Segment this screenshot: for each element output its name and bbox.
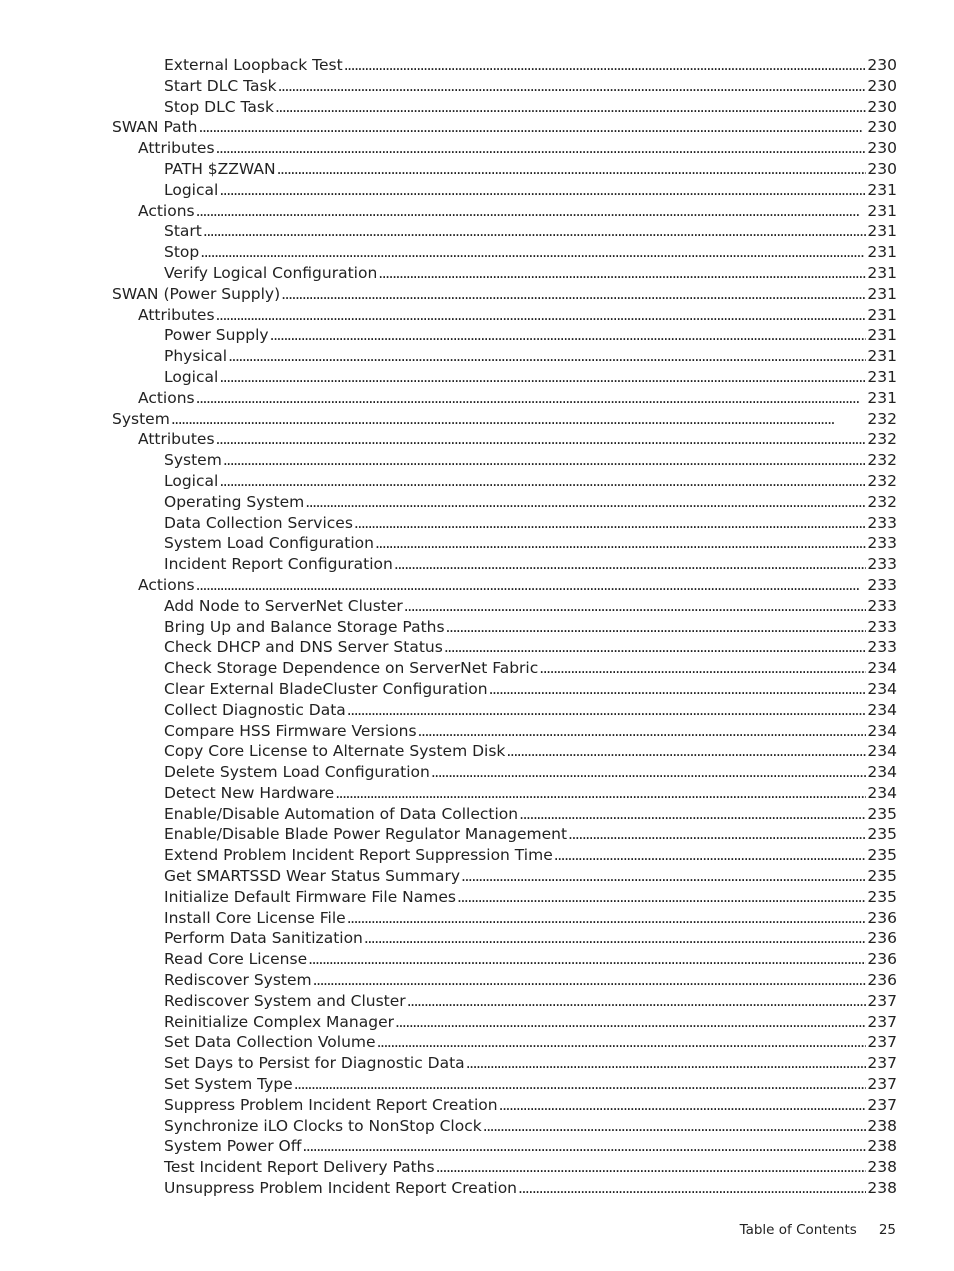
toc-entry-title[interactable]: System: [112, 409, 170, 428]
toc-entry-title[interactable]: Attributes: [138, 430, 215, 449]
toc-entry-title[interactable]: Rediscover System and Cluster: [164, 991, 406, 1010]
toc-entry-page-number[interactable]: 231: [867, 284, 897, 303]
toc-entry[interactable]: [112, 866, 897, 887]
dot-leader: [223, 450, 867, 471]
footer-section-title: Table of Contents: [739, 1222, 857, 1238]
dot-leader: [199, 117, 867, 138]
toc-entry[interactable]: [112, 117, 897, 138]
toc-entry-page-number[interactable]: 231: [867, 326, 897, 345]
toc-entry-title[interactable]: Logical: [164, 471, 219, 490]
dot-leader: [446, 617, 867, 638]
toc-entry-title[interactable]: Read Core License: [164, 950, 308, 969]
dot-leader: [378, 263, 866, 284]
toc-entry-title[interactable]: Set Days to Persist for Diagnostic Data: [164, 1054, 465, 1073]
toc-entry-page-number[interactable]: 235: [867, 804, 897, 823]
toc-entry-title[interactable]: Attributes: [138, 139, 215, 158]
toc-entry[interactable]: [112, 159, 897, 180]
toc-entry-title[interactable]: Get SMARTSSD Wear Status Summary: [164, 867, 460, 886]
dot-leader: [270, 325, 867, 346]
toc-entry-page-number[interactable]: 230: [867, 76, 897, 95]
toc-entry-title[interactable]: Set System Type: [164, 1075, 293, 1094]
toc-entry-title[interactable]: Bring Up and Balance Storage Paths: [164, 617, 445, 636]
toc-entry-page-number[interactable]: 233: [867, 555, 897, 574]
toc-entry[interactable]: [112, 1074, 897, 1095]
dot-leader: [294, 1074, 867, 1095]
toc-entry-title[interactable]: Enable/Disable Blade Power Regulator Management: [164, 825, 568, 844]
toc-entry-title[interactable]: Stop: [164, 243, 200, 262]
dot-leader: [489, 679, 867, 700]
toc-entry[interactable]: [112, 679, 897, 700]
toc-entry[interactable]: [112, 263, 897, 284]
toc-entry-page-number[interactable]: 234: [867, 721, 897, 740]
toc-entry[interactable]: [112, 367, 897, 388]
toc-entry-title[interactable]: Data Collection Services: [164, 513, 353, 532]
toc-entry-title[interactable]: Physical: [164, 347, 228, 366]
toc-entry-page-number[interactable]: 238: [867, 1137, 897, 1156]
toc-entry[interactable]: [112, 1116, 897, 1137]
toc-entry-title[interactable]: Rediscover System: [164, 971, 312, 990]
dot-leader: [305, 492, 866, 513]
toc-entry-page-number[interactable]: 231: [867, 243, 897, 262]
toc-entry[interactable]: [112, 637, 897, 658]
toc-entry-title[interactable]: Attributes: [138, 305, 215, 324]
toc-entry-title[interactable]: Test Incident Report Delivery Paths: [164, 1158, 435, 1177]
toc-entry[interactable]: [112, 76, 897, 97]
toc-entry[interactable]: [112, 783, 897, 804]
toc-entry-title[interactable]: Logical: [164, 180, 219, 199]
dot-leader: [444, 637, 867, 658]
toc-entry-title[interactable]: Actions: [138, 575, 195, 594]
toc-entry-page-number[interactable]: 234: [867, 742, 897, 761]
footer-page-number: 25: [878, 1222, 896, 1238]
toc-entry-page-number[interactable]: 232: [867, 471, 897, 490]
toc-entry-title[interactable]: Reinitialize Complex Manager: [164, 1012, 394, 1031]
dot-leader: [302, 1136, 866, 1157]
toc-entry-page-number[interactable]: 233: [867, 575, 897, 594]
toc-entry[interactable]: [112, 970, 897, 991]
toc-entry-page-number[interactable]: 234: [867, 783, 897, 802]
toc-entry-title[interactable]: SWAN Path: [112, 118, 198, 137]
toc-entry-page-number[interactable]: 233: [867, 534, 897, 553]
dot-leader: [347, 908, 867, 929]
dot-leader: [431, 762, 867, 783]
toc-entry[interactable]: [112, 658, 897, 679]
toc-entry-page-number[interactable]: 234: [867, 763, 897, 782]
dot-leader: [219, 367, 866, 388]
dot-leader: [568, 824, 866, 845]
toc-entry-page-number[interactable]: 238: [867, 1158, 897, 1177]
toc-entry-page-number[interactable]: 236: [867, 971, 897, 990]
toc-entry[interactable]: [112, 305, 897, 326]
dot-leader: [200, 242, 866, 263]
toc-entry[interactable]: [112, 429, 897, 450]
dot-leader: [375, 533, 866, 554]
toc-entry-title[interactable]: Check Storage Dependence on ServerNet Fabric: [164, 659, 539, 678]
toc-entry-title[interactable]: System Load Configuration: [164, 534, 374, 553]
dot-leader: [436, 1157, 867, 1178]
dot-leader: [216, 138, 867, 159]
toc-entry-title[interactable]: Power Supply: [164, 326, 269, 345]
toc-entry-title[interactable]: Set Data Collection Volume: [164, 1033, 376, 1052]
toc-entry-page-number[interactable]: 236: [867, 950, 897, 969]
toc-entry-page-number[interactable]: 231: [867, 367, 897, 386]
toc-entry[interactable]: [112, 949, 897, 970]
dot-leader: [196, 201, 867, 222]
toc-entry[interactable]: [112, 1012, 897, 1033]
toc-entry-page-number[interactable]: 231: [867, 222, 897, 241]
toc-entry[interactable]: [112, 513, 897, 534]
toc-entry-page-number[interactable]: 235: [867, 867, 897, 886]
toc-entry-title[interactable]: Unsuppress Problem Incident Report Creation: [164, 1179, 518, 1198]
toc-entry-title[interactable]: Check DHCP and DNS Server Status: [164, 638, 443, 657]
toc-entry[interactable]: [112, 1053, 897, 1074]
toc-entry-page-number[interactable]: 238: [867, 1116, 897, 1135]
toc-entry-page-number[interactable]: 233: [867, 513, 897, 532]
dot-leader: [278, 76, 867, 97]
toc-entry-title[interactable]: SWAN (Power Supply): [112, 284, 281, 303]
toc-entry-page-number[interactable]: 237: [867, 991, 897, 1010]
toc-entry[interactable]: [112, 97, 897, 118]
toc-entry-page-number[interactable]: 234: [867, 679, 897, 698]
toc-entry-title[interactable]: System Power Off: [164, 1137, 302, 1156]
toc-entry[interactable]: [112, 887, 897, 908]
toc-entry[interactable]: [112, 824, 897, 845]
toc-entry[interactable]: [112, 201, 897, 222]
toc-entry-page-number[interactable]: 231: [867, 263, 897, 282]
toc-entry-page-number[interactable]: 232: [867, 409, 897, 428]
dot-leader: [457, 887, 866, 908]
toc-entry-page-number[interactable]: 235: [867, 846, 897, 865]
dot-leader: [313, 970, 867, 991]
toc-entry-page-number[interactable]: 237: [867, 1075, 897, 1094]
dot-leader: [275, 97, 866, 118]
toc-entry-page-number[interactable]: 231: [867, 201, 897, 220]
toc-entry-page-number[interactable]: 230: [867, 118, 897, 137]
toc-entry-page-number[interactable]: 234: [867, 700, 897, 719]
dot-leader: [219, 180, 866, 201]
toc-entry[interactable]: [112, 242, 897, 263]
toc-entry-page-number[interactable]: 238: [867, 1179, 897, 1198]
toc-entry[interactable]: [112, 471, 897, 492]
dot-leader: [196, 575, 867, 596]
toc-entry-page-number[interactable]: 231: [867, 305, 897, 324]
toc-entry-page-number[interactable]: 236: [867, 929, 897, 948]
toc-entry-page-number[interactable]: 231: [867, 388, 897, 407]
dot-leader: [216, 305, 867, 326]
dot-leader: [499, 1095, 867, 1116]
dot-leader: [377, 1032, 867, 1053]
dot-leader: [461, 866, 866, 887]
toc-entry-page-number[interactable]: 232: [867, 492, 897, 511]
dot-leader: [344, 55, 867, 76]
dot-leader: [281, 284, 866, 305]
toc-entry-page-number[interactable]: 230: [867, 139, 897, 158]
toc-entry[interactable]: [112, 741, 897, 762]
toc-entry[interactable]: [112, 492, 897, 513]
toc-entry[interactable]: [112, 1095, 897, 1116]
dot-leader: [539, 658, 866, 679]
dot-leader: [395, 1012, 866, 1033]
toc-entry-title[interactable]: Suppress Problem Incident Report Creation: [164, 1095, 498, 1114]
toc-entry-title[interactable]: Copy Core License to Alternate System Disk: [164, 742, 506, 761]
toc-entry-title[interactable]: Start DLC Task: [164, 76, 277, 95]
toc-entry-title[interactable]: Logical: [164, 367, 219, 386]
toc-entry[interactable]: [112, 346, 897, 367]
toc-entry[interactable]: [112, 533, 897, 554]
toc-entry-title[interactable]: System: [164, 451, 222, 470]
toc-entry-page-number[interactable]: 231: [867, 180, 897, 199]
toc-entry-title[interactable]: Enable/Disable Automation of Data Collection: [164, 804, 519, 823]
dot-leader: [554, 845, 867, 866]
toc-entry-title[interactable]: Stop DLC Task: [164, 97, 274, 116]
dot-leader: [483, 1116, 867, 1137]
dot-leader: [308, 949, 866, 970]
toc-entry[interactable]: [112, 845, 897, 866]
toc-entry-title[interactable]: Actions: [138, 201, 195, 220]
toc-entry[interactable]: [112, 617, 897, 638]
toc-entry-title[interactable]: Detect New Hardware: [164, 783, 335, 802]
toc-entry-page-number[interactable]: 234: [867, 659, 897, 678]
dot-leader: [466, 1053, 867, 1074]
toc-entry-title[interactable]: Collect Diagnostic Data: [164, 700, 346, 719]
toc-entry[interactable]: [112, 908, 897, 929]
toc-entry-title[interactable]: Verify Logical Configuration: [164, 263, 378, 282]
toc-entry-title[interactable]: Operating System: [164, 492, 305, 511]
dot-leader: [335, 783, 866, 804]
toc-entry[interactable]: [112, 138, 897, 159]
toc-entry-page-number[interactable]: 230: [867, 56, 897, 74]
dot-leader: [364, 928, 867, 949]
toc-entry[interactable]: [112, 804, 897, 825]
toc-entry-title[interactable]: Initialize Default Firmware File Names: [164, 887, 456, 906]
toc-entry-page-number[interactable]: 233: [867, 638, 897, 657]
toc-entry[interactable]: [112, 991, 897, 1012]
toc-entry-title[interactable]: PATH $ZZWAN: [164, 159, 276, 178]
dot-leader: [216, 429, 867, 450]
toc-entry[interactable]: [112, 409, 897, 430]
toc-entry-page-number[interactable]: 237: [867, 1095, 897, 1114]
dot-leader: [347, 700, 867, 721]
toc-entry[interactable]: [112, 388, 897, 409]
toc-entry-title[interactable]: Start: [164, 222, 202, 241]
dot-leader: [506, 741, 866, 762]
toc-entry-page-number[interactable]: 236: [867, 908, 897, 927]
toc-entry[interactable]: [112, 221, 897, 242]
toc-entry[interactable]: [112, 1157, 897, 1178]
dot-leader: [354, 513, 867, 534]
toc-entry[interactable]: [112, 762, 897, 783]
toc-entry[interactable]: [112, 721, 897, 742]
dot-leader: [277, 159, 867, 180]
table-of-contents: [112, 55, 897, 1199]
toc-entry[interactable]: [112, 284, 897, 305]
toc-entry-title[interactable]: Incident Report Configuration: [164, 555, 393, 574]
toc-entry-title[interactable]: External Loopback Test: [164, 56, 343, 74]
dot-leader: [394, 554, 867, 575]
toc-entry-page-number[interactable]: 232: [867, 451, 897, 470]
toc-entry-page-number[interactable]: 237: [867, 1054, 897, 1073]
toc-entry[interactable]: [112, 1136, 897, 1157]
toc-entry-title[interactable]: Clear External BladeCluster Configuration: [164, 679, 488, 698]
toc-entry-page-number[interactable]: 230: [867, 97, 897, 116]
toc-entry-page-number[interactable]: 235: [867, 887, 897, 906]
toc-entry[interactable]: [112, 596, 897, 617]
toc-entry[interactable]: [112, 325, 897, 346]
toc-entry[interactable]: [112, 1178, 897, 1199]
toc-entry-page-number[interactable]: 230: [867, 159, 897, 178]
toc-entry[interactable]: [112, 450, 897, 471]
toc-entry-page-number[interactable]: 235: [867, 825, 897, 844]
toc-entry-title[interactable]: Add Node to ServerNet Cluster: [164, 596, 403, 615]
toc-entry-title[interactable]: Compare HSS Firmware Versions: [164, 721, 417, 740]
toc-entry-page-number[interactable]: 233: [867, 596, 897, 615]
toc-entry-page-number[interactable]: 231: [867, 347, 897, 366]
toc-entry-title[interactable]: Perform Data Sanitization: [164, 929, 363, 948]
dot-leader: [219, 471, 866, 492]
dot-leader: [518, 1178, 866, 1199]
toc-entry-page-number[interactable]: 232: [867, 430, 897, 449]
toc-entry[interactable]: [112, 700, 897, 721]
toc-entry-page-number[interactable]: 233: [867, 617, 897, 636]
dot-leader: [228, 346, 866, 367]
toc-entry[interactable]: [112, 180, 897, 201]
toc-entry-title[interactable]: Extend Problem Incident Report Suppression Time: [164, 846, 553, 865]
dot-leader: [203, 221, 867, 242]
toc-entry-title[interactable]: Synchronize iLO Clocks to NonStop Clock: [164, 1116, 482, 1135]
toc-entry-title[interactable]: Delete System Load Configuration: [164, 763, 430, 782]
dot-leader: [407, 991, 867, 1012]
toc-entry[interactable]: [112, 928, 897, 949]
toc-entry-page-number[interactable]: 237: [867, 1033, 897, 1052]
dot-leader: [171, 409, 867, 430]
toc-entry[interactable]: [112, 55, 897, 76]
toc-entry-title[interactable]: Actions: [138, 388, 195, 407]
toc-entry-page-number[interactable]: 237: [867, 1012, 897, 1031]
dot-leader: [404, 596, 867, 617]
toc-entry[interactable]: [112, 1032, 897, 1053]
page-footer: [740, 1222, 896, 1238]
toc-entry[interactable]: [112, 554, 897, 575]
dot-leader: [519, 804, 866, 825]
dot-leader: [196, 388, 867, 409]
toc-entry[interactable]: [112, 575, 897, 596]
toc-entry-title[interactable]: Install Core License File: [164, 908, 346, 927]
dot-leader: [418, 721, 867, 742]
